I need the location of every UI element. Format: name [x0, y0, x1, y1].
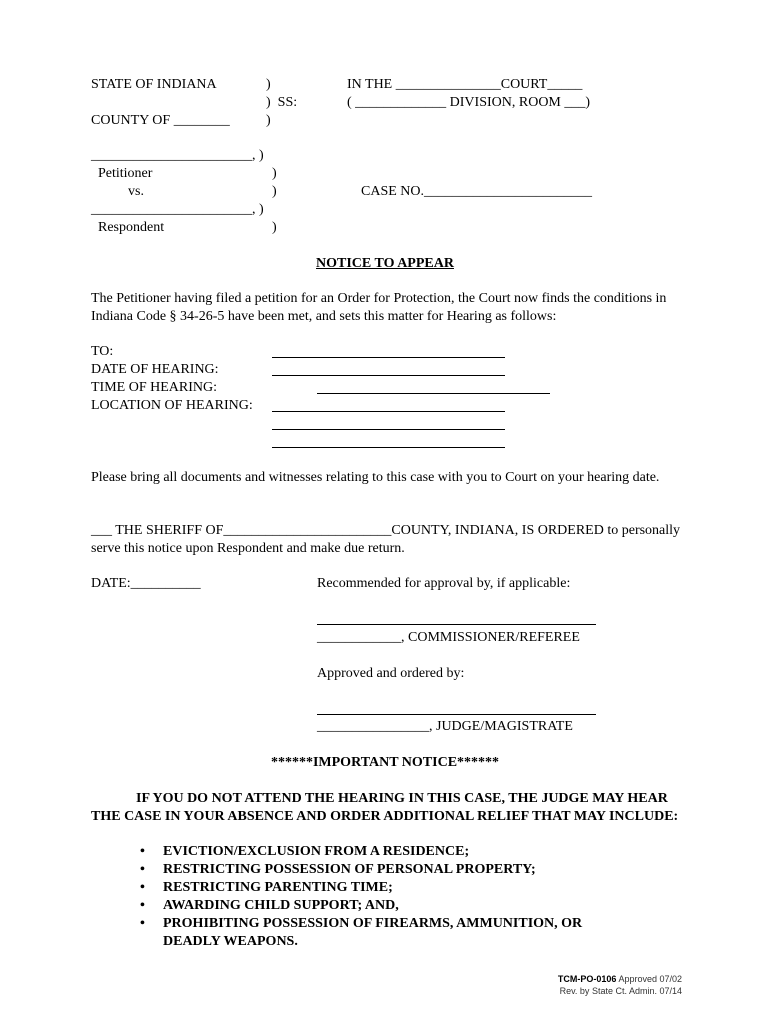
field-time-line [317, 393, 550, 394]
recommended-label: Recommended for approval by, if applicable: [317, 576, 571, 591]
commissioner-line: ____________, COMMISSIONER/REFEREE [317, 630, 580, 645]
field-to-line [272, 357, 505, 358]
caption-paren: ) [272, 184, 277, 199]
judge-line: ________________, JUDGE/MAGISTRATE [317, 719, 573, 734]
list-item: • PROHIBITING POSSESSION OF FIREARMS, AMMUNITION, OR DEADLY WEAPONS. [140, 916, 583, 949]
caption-paren: ) [266, 113, 271, 128]
important-notice-header: ******IMPORTANT NOTICE****** [270, 755, 500, 770]
bullet-icon: • [140, 862, 145, 877]
case-number: CASE NO.________________________ [361, 184, 593, 199]
list-item: • AWARDING CHILD SUPPORT; AND, [140, 898, 399, 913]
bullet-icon: • [140, 898, 145, 913]
respondent-blank: _______________________, ) [91, 202, 264, 217]
caption-paren: ) [272, 220, 277, 235]
court-line: IN THE _______________COURT_____ [347, 77, 583, 92]
field-location-line [272, 429, 505, 430]
judge-signature-line [317, 714, 596, 715]
important-notice-text: IF YOU DO NOT ATTEND THE HEARING IN THIS CASE, THE JUDGE MAY HEAR THE CASE IN YOUR ABSENCE AND ORDER ADDITIONAL RELIEF THAT MAY INCLUDE: [91, 791, 679, 824]
field-date-line [272, 375, 505, 376]
field-to-label: TO: [91, 344, 114, 359]
date-label: DATE:__________ [91, 576, 201, 591]
bullet-icon: • [140, 880, 145, 895]
relief-list [138, 843, 683, 951]
field-location-label: LOCATION OF HEARING: [91, 398, 253, 413]
list-item: • EVICTION/EXCLUSION FROM A RESIDENCE; [140, 844, 470, 859]
bullet-icon: • [140, 844, 145, 859]
intro-paragraph: The Petitioner having filed a petition for an Order for Protection, the Court now finds the conditions in Indiana Code § 34-26-5 have been met, and sets this matter for Hearing as follows: [91, 291, 667, 324]
caption-paren: ) [272, 166, 277, 181]
bullet-icon: • [140, 916, 145, 931]
state-label: STATE OF INDIANA [91, 77, 217, 92]
form-footer [558, 973, 682, 997]
list-item: • RESTRICTING POSSESSION OF PERSONAL PROPERTY; [140, 862, 536, 877]
approved-label: Approved and ordered by: [317, 666, 465, 681]
vs-label: vs. [128, 184, 144, 199]
caption-paren: ) [266, 77, 271, 92]
petitioner-blank: _______________________, ) [91, 148, 264, 163]
field-time-label: TIME OF HEARING: [91, 380, 217, 395]
commissioner-signature-line [317, 624, 596, 625]
form-id: TCM-PO-0106 [557, 974, 617, 984]
respondent-label: Respondent [98, 220, 165, 235]
list-item: • RESTRICTING PARENTING TIME; [140, 880, 393, 895]
form-approved: Approved 07/02 [616, 974, 682, 984]
field-location-line [272, 411, 505, 412]
field-location-line [272, 447, 505, 448]
petitioner-label: Petitioner [98, 166, 153, 181]
form-revision: Rev. by State Ct. Admin. 07/14 [559, 986, 682, 996]
bring-documents-paragraph: Please bring all documents and witnesses relating to this case with you to Court on your hearing date. [91, 470, 660, 485]
county-label: COUNTY OF ________ [91, 113, 230, 128]
field-date-label: DATE OF HEARING: [91, 362, 219, 377]
caption-ss: ) SS: [266, 95, 298, 110]
page-title: NOTICE TO APPEAR [316, 256, 454, 271]
division-line: ( _____________ DIVISION, ROOM ___) [347, 95, 591, 110]
sheriff-order-paragraph: ___ THE SHERIFF OF________________________COUNTY, INDIANA, IS ORDERED to personally serve this notice upon Respondent and make due return. [91, 523, 681, 556]
